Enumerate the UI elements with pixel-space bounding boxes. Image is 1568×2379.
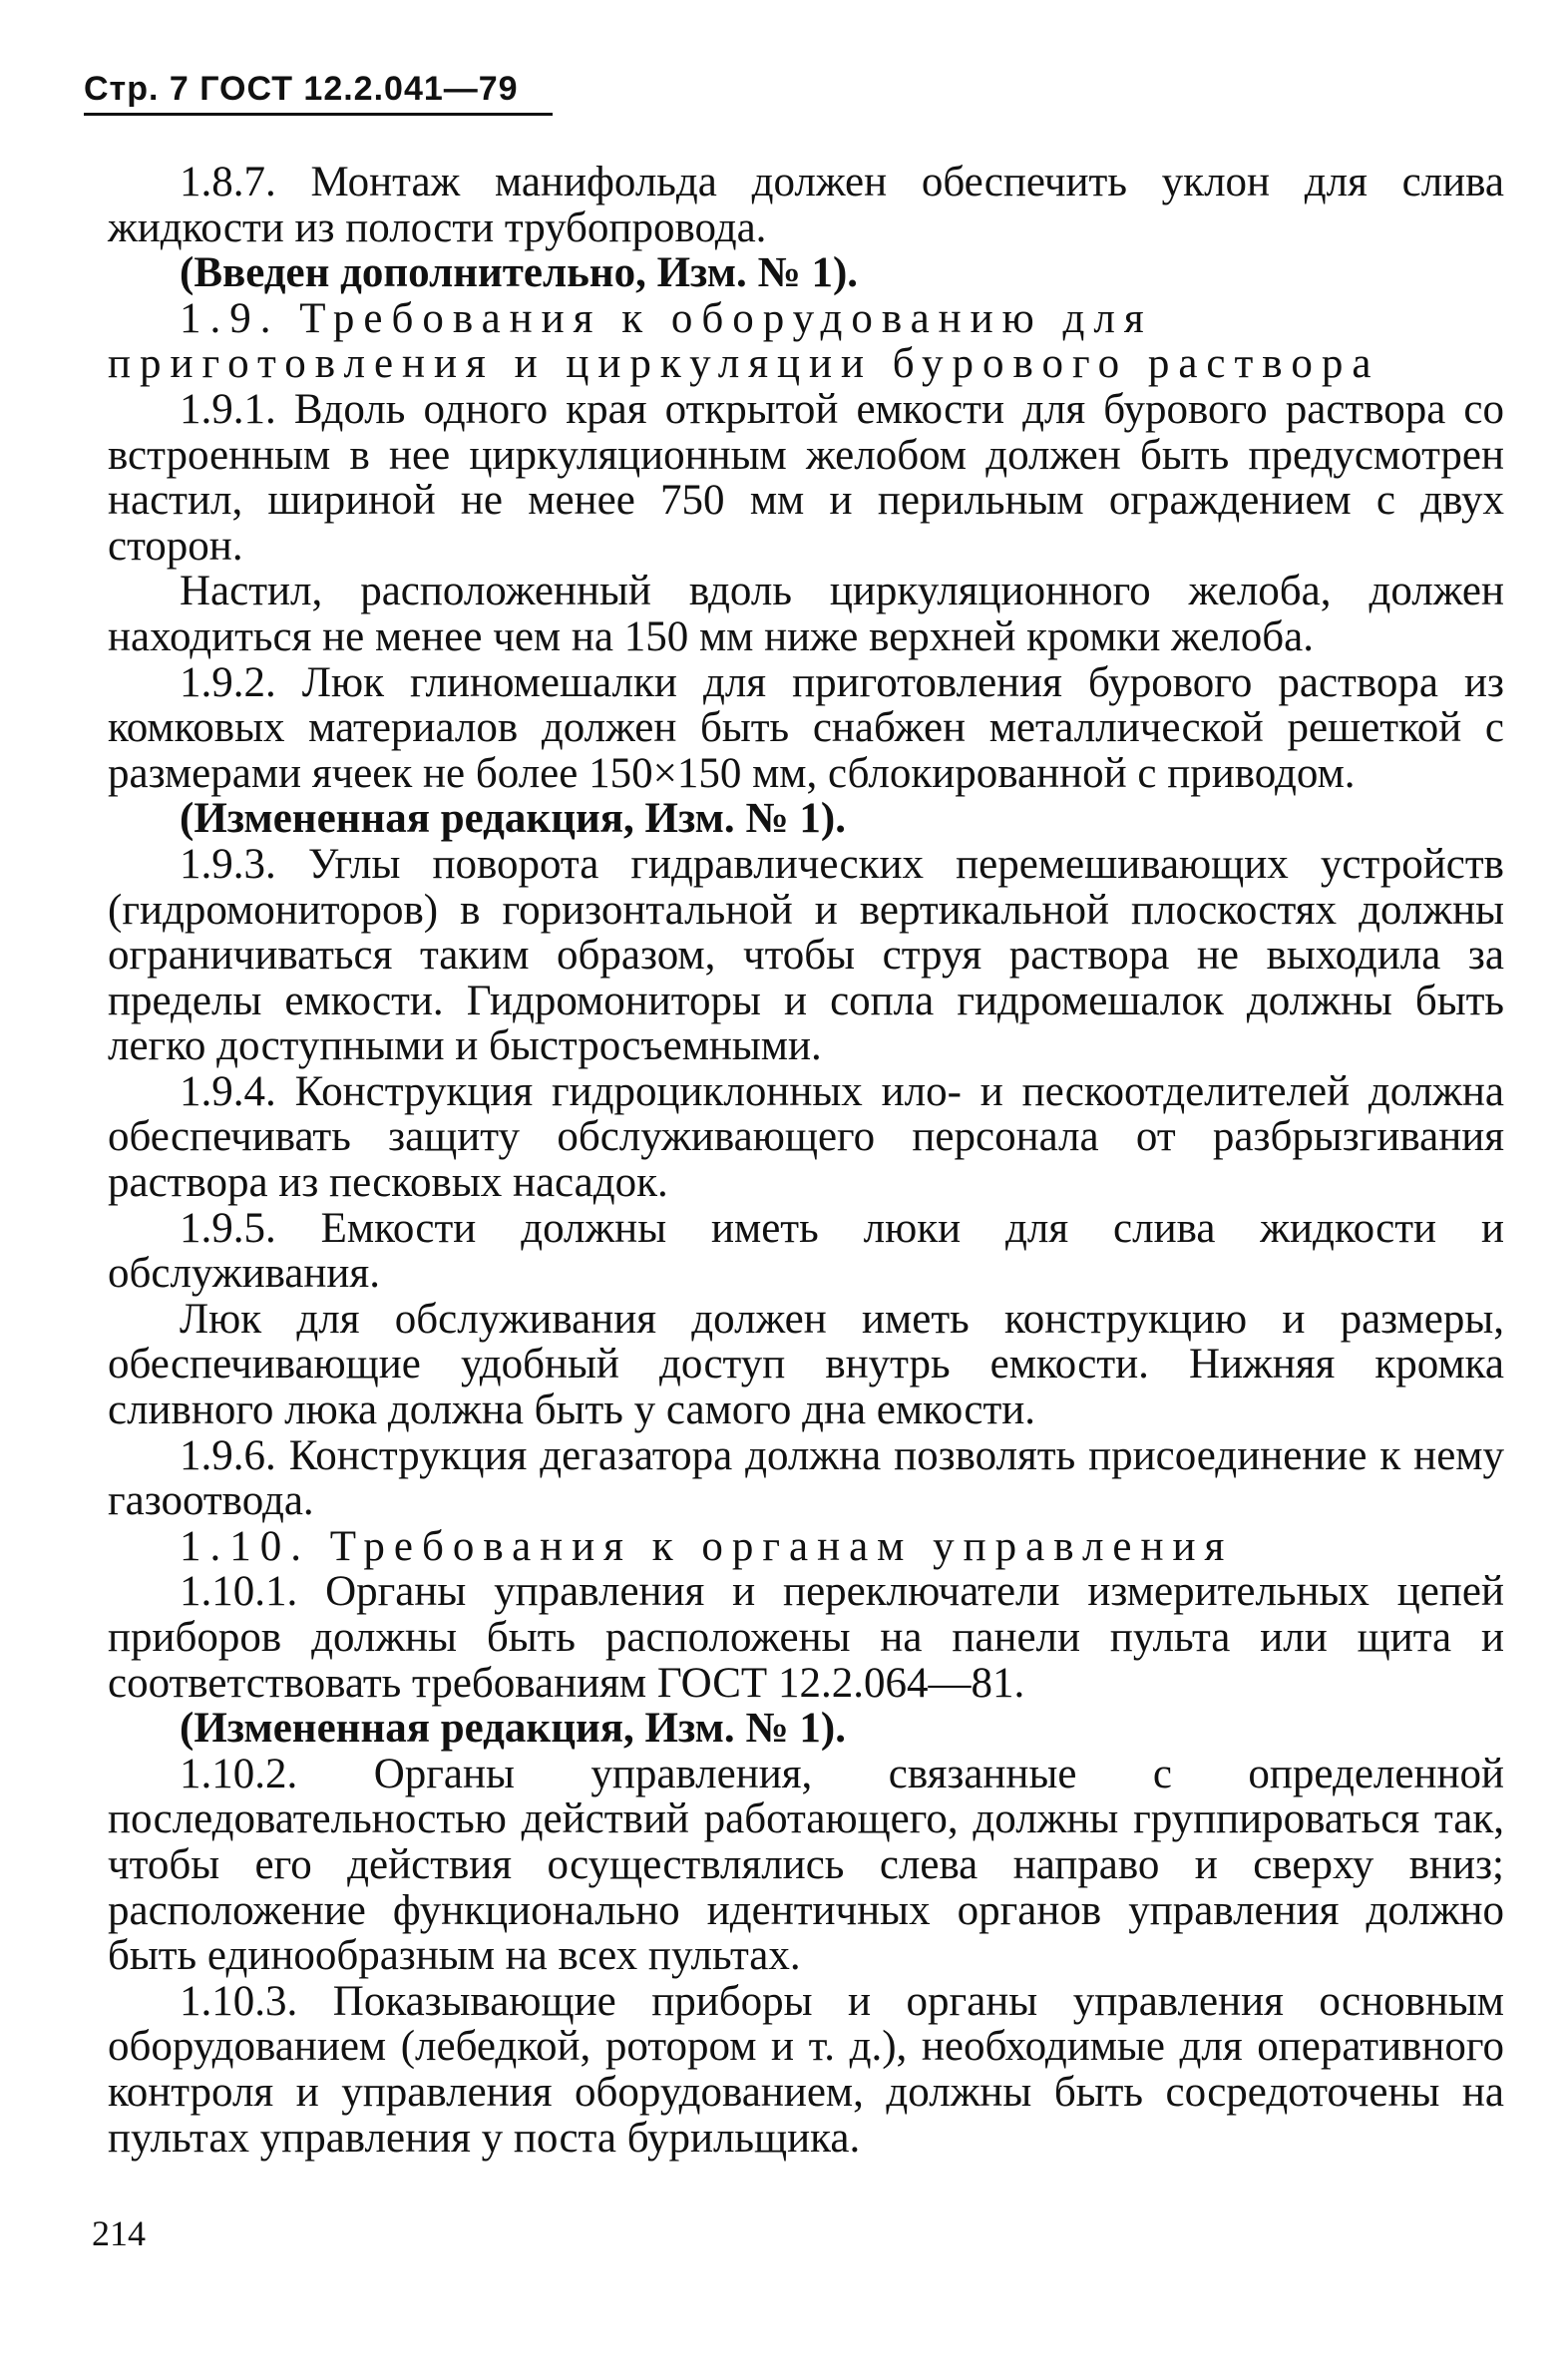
paragraph-1-9-4: 1.9.4. Конструкция гидроциклонных ило- и пескоотделителей должна обеспечивать защиту обслуживающего персонала от разбрызгивания раствора из песковых насадок.: [108, 1067, 1504, 1207]
section-heading-1-10: 1.10. Требования к органам управления: [180, 1522, 1234, 1570]
paragraph-1-8-7: 1.8.7. Монтаж манифольда должен обеспечить уклон для слива жидкости из полости трубопровода.: [108, 159, 1504, 251]
paragraph-1-10-2: 1.10.2. Органы управления, связанные с определенной последовательностью действий работающего, должны группироваться так, чтобы его действия осуществлялись слева направо и сверху вниз; расположение функционально идентичных органов управления должно быть единообразным на всех пультах.: [108, 1750, 1504, 1980]
paragraph-1-9-1: 1.9.1. Вдоль одного края открытой емкости для бурового раствора со встроенным в нее циркуляционным желобом должен быть предусмотрен настил, шириной не менее 750 мм и перильным ограждением с двух сторон.: [108, 385, 1504, 570]
paragraph-1-9-2: 1.9.2. Люк глиномешалки для приготовления бурового раствора из комковых материалов должен быть снабжен металлической решеткой с размерами ячеек не более 150×150 мм, сблокированной с приводом.: [108, 658, 1504, 797]
paragraph-1-9-5: 1.9.5. Емкости должны иметь люки для слива жидкости и обслуживания.: [108, 1204, 1504, 1298]
page-header: Стр. 7 ГОСТ 12.2.041—79: [84, 70, 553, 116]
paragraph-1-9-6: 1.9.6. Конструкция дегазатора должна позволять присоединение к нему газоотвода.: [108, 1431, 1504, 1525]
paragraph-1-10-1: 1.10.1. Органы управления и переключатели измерительных цепей приборов должны быть расположены на панели пульта или щита и соответствовать требованиям ГОСТ 12.2.064—81.: [108, 1568, 1504, 1707]
page-number: 214: [92, 2213, 146, 2253]
paragraph-1-9-3: 1.9.3. Углы поворота гидравлических перемешивающих устройств (гидромониторов) в горизонтальной и вертикальной плоскостях должны ограничиваться таким образом, чтобы струя раствора не выходила за пределы емкости. Гидромониторы и сопла гидромешалок должны быть легко доступными и быстросъемными.: [108, 840, 1504, 1070]
amendment-note: (Измененная редакция, Изм. № 1).: [180, 795, 846, 843]
paragraph-1-9-1-continued: Настил, расположенный вдоль циркуляционного желоба, должен находиться не менее чем на 150 мм ниже верхней кромки желоба.: [108, 568, 1504, 660]
document-body: [108, 160, 1504, 2161]
section-heading-1-9: 1.9. Требования к оборудованию для приготовления и циркуляции бурового раствора: [108, 294, 1380, 388]
amendment-note: (Измененная редакция, Изм. № 1).: [180, 1705, 846, 1753]
paragraph-1-10-3: 1.10.3. Показывающие приборы и органы управления основным оборудованием (лебедкой, ротором и т. д.), необходимые для оперативного контроля и управления оборудованием, должны быть сосредоточены на пультах управления у поста бурильщика.: [108, 1977, 1504, 2162]
paragraph-1-9-5-continued: Люк для обслуживания должен иметь конструкцию и размеры, обеспечивающие удобный доступ внутрь емкости. Нижняя кромка сливного люка должна быть у самого дна емкости.: [108, 1295, 1504, 1434]
amendment-note: (Введен дополнительно, Изм. № 1).: [180, 249, 859, 297]
